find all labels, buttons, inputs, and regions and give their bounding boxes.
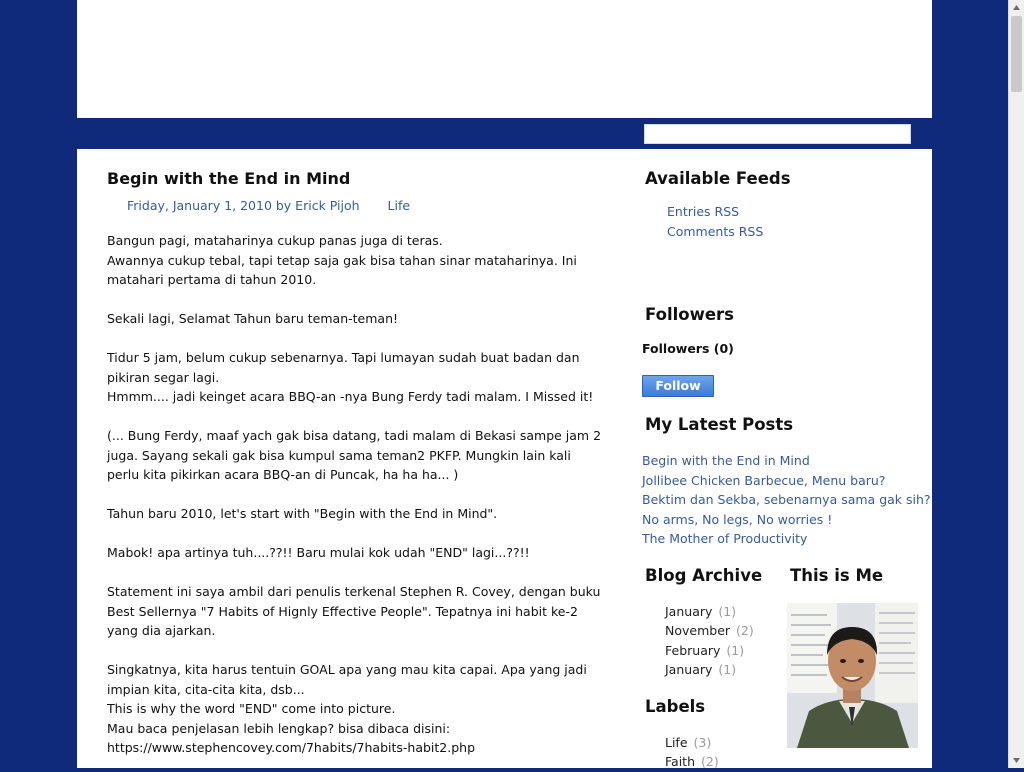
post-paragraph-line: (... Bung Ferdy, maaf yach gak bisa datang, tadi malam di Bekasi sampe jam 2 juga. Sayang sekali gak bisa kumpul sama teman2 PKFP. Mungkin lain kali perlu kita pikirkan acara BBQ-an di Puncak, ha ha ha... ) [107, 428, 602, 482]
vertical-scrollbar[interactable] [1008, 0, 1024, 768]
post-paragraph-line: Mau baca penjelasan lebih lengkap? bisa dibaca disini: [107, 720, 451, 736]
post-title[interactable]: Begin with the End in Mind [107, 169, 351, 188]
post-paragraph [107, 582, 602, 641]
archive-count: (1) [718, 604, 737, 619]
archive-count: (1) [718, 662, 737, 677]
latest-post-link[interactable]: Bektim dan Sekba, sebenarnya sama gak sih? [642, 492, 931, 507]
latest-posts-heading: My Latest Posts [645, 415, 794, 434]
post-paragraph-line: Mabok! apa artinya tuh....??!! Baru mulai kok udah "END" lagi...??!! [107, 545, 530, 560]
label-item [665, 735, 711, 751]
entries-rss-link[interactable]: Entries RSS [667, 204, 740, 219]
post-paragraph-line: Statement ini saya ambil dari penulis terkenal Stephen R. Covey, dengan buku Best Sellernya "7 Habits of Hignly Effective People". Tepatnya ini habit ke-2 yang dia ajarkan. [107, 584, 601, 638]
archive-month-link[interactable]: January [665, 662, 713, 677]
profile-photo-image [787, 603, 918, 748]
archive-month-link[interactable]: January [665, 604, 713, 619]
scroll-down-arrow-icon[interactable] [1009, 753, 1024, 768]
latest-post-link[interactable]: The Mother of Productivity [642, 531, 808, 546]
blog-archive-heading: Blog Archive [645, 566, 763, 585]
post-date-author[interactable]: Friday, January 1, 2010 by Erick Pijoh [127, 198, 360, 213]
label-item [665, 754, 719, 768]
latest-post-link[interactable]: Jollibee Chicken Barbecue, Menu baru? [642, 473, 886, 488]
profile-heading: This is Me [790, 566, 884, 585]
latest-post-link[interactable]: Begin with the End in Mind [642, 453, 810, 468]
followers-count: Followers (0) [642, 341, 734, 356]
post-paragraph [107, 660, 602, 758]
scroll-thumb[interactable] [1011, 16, 1022, 92]
follow-button[interactable]: Follow [642, 375, 714, 397]
post-paragraph-line: Singkatnya, kita harus tentuin GOAL apa yang mau kita capai. Apa yang jadi impian kita, cita-cita kita, dsb... [107, 662, 587, 697]
post-label-life[interactable]: Life [387, 198, 411, 213]
labels-heading: Labels [645, 697, 706, 716]
archive-item [665, 643, 744, 659]
post-paragraph-line: Tahun baru 2010, let's start with "Begin with the End in Mind". [107, 506, 498, 521]
post-body [107, 231, 602, 758]
post-paragraph [107, 426, 602, 485]
blog-post [107, 169, 602, 768]
post-paragraph [107, 504, 602, 524]
post-paragraph [107, 543, 602, 563]
archive-item [665, 604, 736, 620]
archive-month-link[interactable]: February [665, 643, 721, 658]
archive-month-link[interactable]: November [665, 623, 731, 638]
comments-rss-link[interactable]: Comments RSS [667, 224, 764, 239]
profile-photo[interactable] [787, 603, 918, 748]
post-paragraph-line: Awannya cukup tebal, tapi tetap saja gak bisa tahan sinar mataharinya. Ini matahari pertama di tahun 2010. [107, 252, 577, 287]
archive-item [665, 662, 736, 678]
label-count: (2) [700, 754, 719, 768]
post-paragraph-line: Sekali lagi, Selamat Tahun baru teman-teman! [107, 311, 398, 326]
latest-post-link[interactable]: No arms, No legs, No worries ! [642, 512, 833, 527]
content-area [77, 149, 932, 768]
search-input[interactable] [644, 124, 911, 144]
post-paragraph-line: Bangun pagi, mataharinya cukup panas juga di teras. [107, 233, 443, 248]
feeds-heading: Available Feeds [645, 169, 791, 188]
post-meta [127, 198, 602, 214]
archive-count: (2) [736, 623, 754, 638]
post-paragraph [107, 348, 602, 407]
post-paragraph-line: https://www.stephencovey.com/7habits/7habits-habit2.php [107, 740, 476, 755]
blog-header [77, 0, 932, 118]
post-paragraph-line: Tidur 5 jam, belum cukup sebenarnya. Tapi lumayan sudah buat badan dan pikiran segar lagi. [107, 350, 580, 385]
label-count: (3) [693, 735, 712, 750]
post-paragraph [107, 231, 602, 290]
archive-count: (1) [726, 643, 745, 658]
post-paragraph-line: Hmmm.... jadi keinget acara BBQ-an -nya Bung Ferdy tadi malam. I Missed it! [107, 389, 594, 404]
scroll-up-arrow-icon[interactable] [1009, 0, 1024, 15]
post-paragraph-line: This is why the word "END" come into picture. [107, 701, 396, 716]
label-link[interactable]: Life [665, 735, 688, 750]
post-paragraph [107, 309, 602, 329]
label-link[interactable]: Faith [665, 754, 695, 768]
followers-heading: Followers [645, 305, 734, 324]
archive-item [665, 623, 754, 639]
